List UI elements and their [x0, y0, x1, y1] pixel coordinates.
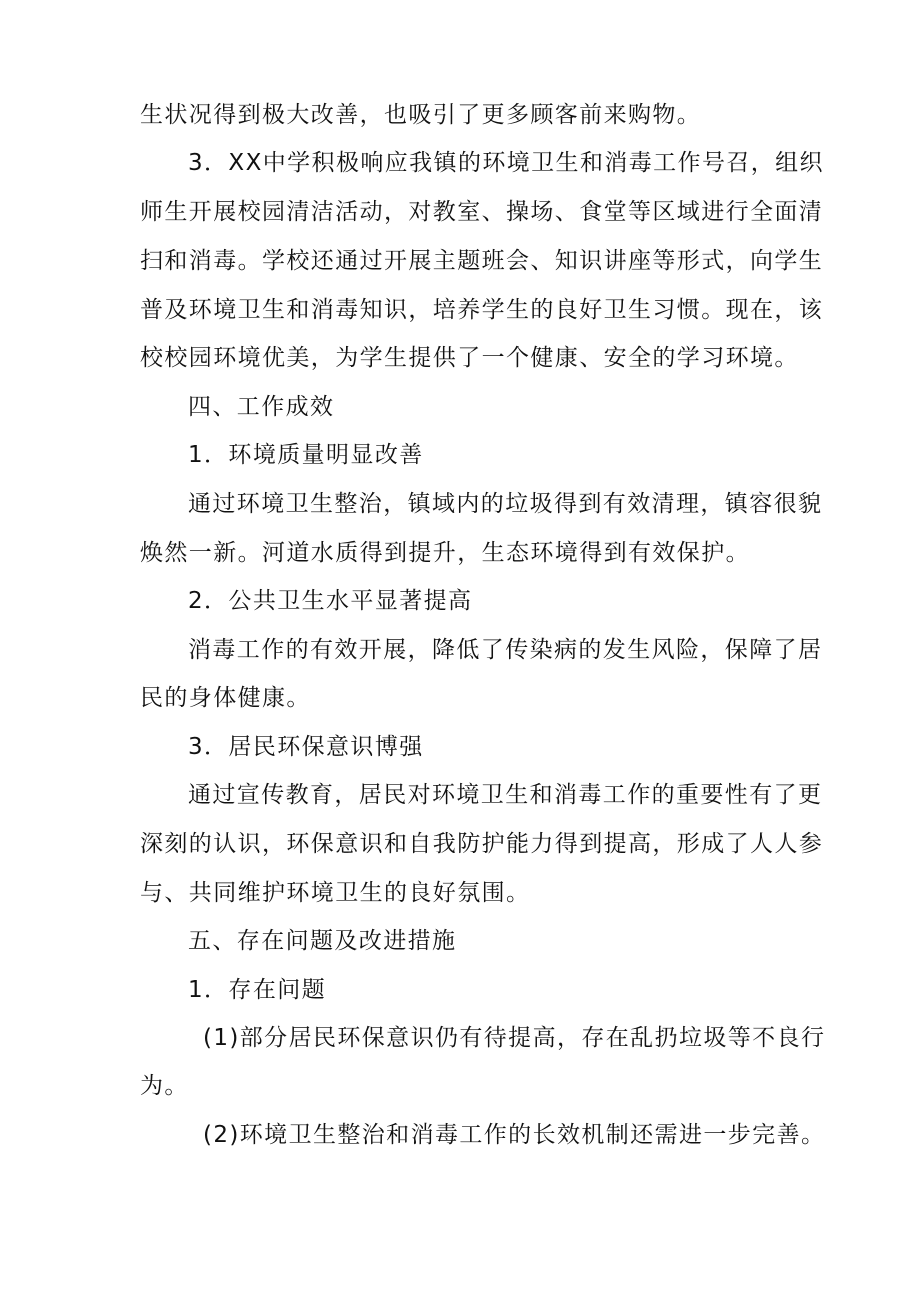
text-line-12: 消毒工作的有效开展，降低了传染病的发生风险，保障了居 [188, 637, 823, 663]
text-line-15: 通过宣传教育，居民对环境卫生和消毒工作的重要性有了更 [188, 782, 823, 808]
subheading-5-1: 1．存在问题 [188, 977, 327, 1003]
section-heading-5: 五、存在问题及改进措施 [188, 928, 457, 954]
text-line-2: 3．XX中学积极响应我镇的环境卫生和消毒工作号召，组织 [188, 150, 824, 176]
text-line-9: 通过环境卫生整治，镇域内的垃圾得到有效清理，镇容很貌 [188, 491, 823, 517]
text-line-10: 焕然一新。河道水质得到提升，生态环境得到有效保护。 [140, 540, 750, 566]
text-line-20: (1)部分居民环保意识仍有待提高，存在乱扔垃圾等不良行 [203, 1025, 826, 1051]
text-line-5: 普及环境卫生和消毒知识，培养学生的良好卫生习惯。现在，该 [140, 297, 824, 323]
text-line-22: (2)环境卫生整治和消毒工作的长效机制还需进一步完善。 [203, 1122, 826, 1148]
section-heading-4: 四、工作成效 [188, 394, 335, 420]
subheading-4-1: 1．环境质量明显改善 [188, 442, 424, 468]
text-line-1: 生状况得到极大改善，也吸引了更多顾客前来购物。 [140, 102, 702, 128]
text-line-17: 与、共同维护环境卫生的良好氛围。 [140, 880, 531, 906]
text-line-21: 为。 [140, 1073, 189, 1099]
text-line-3: 师生开展校园清洁活动，对教室、操场、食堂等区域进行全面清 [140, 199, 824, 225]
text-line-16: 深刻的认识，环保意识和自我防护能力得到提高，形成了人人参 [140, 831, 824, 857]
subheading-4-3: 3．居民环保意识博强 [188, 734, 424, 760]
text-line-4: 扫和消毒。学校还通过开展主题班会、知识讲座等形式，向学生 [140, 248, 824, 274]
text-line-13: 民的身体健康。 [140, 685, 311, 711]
text-line-6: 校校园环境优美，为学生提供了一个健康、安全的学习环境。 [140, 345, 799, 371]
subheading-4-2: 2．公共卫生水平显著提高 [188, 588, 473, 614]
